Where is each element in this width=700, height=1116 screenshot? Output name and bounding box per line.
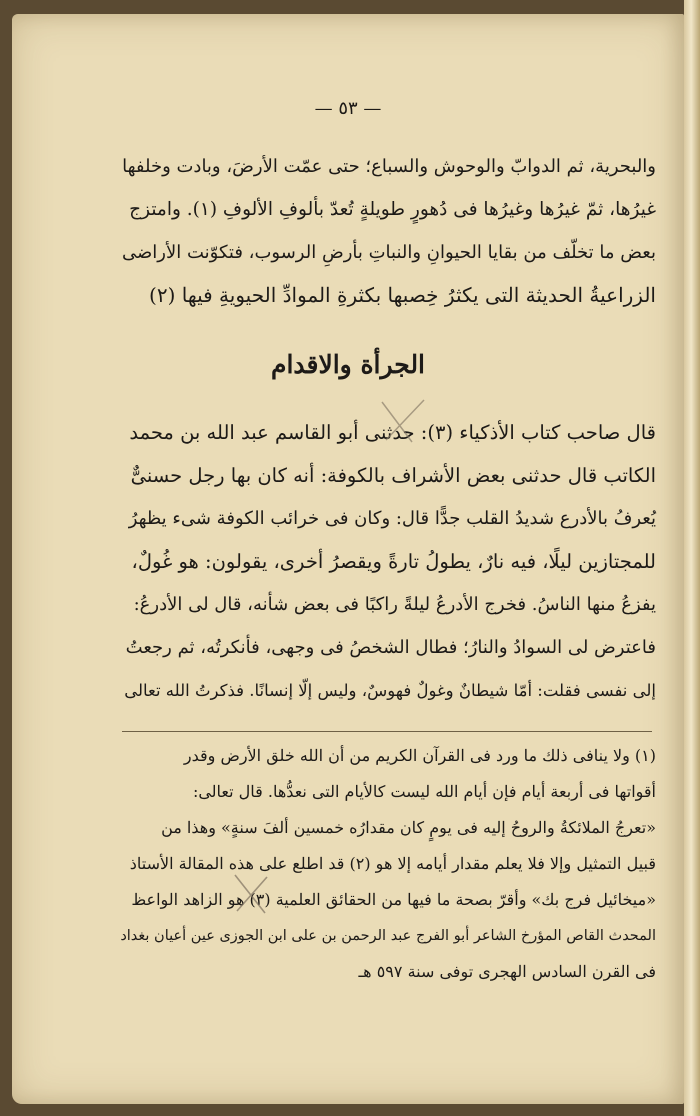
paragraph-intro: [120, 145, 656, 317]
footnote-line: «ميخائيل فرج بك» وأقرّ بصحة ما فيها من الحقائق العلمية (٣) هو الزاهد الواعظ: [131, 890, 656, 909]
text-line: غيرُها، ثمّ غيرُها وغيرُها فى دُهورٍ طويلةٍ تُعدّ بألوفِ الألوفِ (١). وامتزج: [129, 199, 656, 220]
text-line: الكاتب قال حدثنى بعض الأشراف بالكوفة: أنه كان بها رجل حسنىٌّ: [130, 464, 656, 487]
text-line: للمجتازين ليلًا، فيه نارٌ، يطولُ تارةً ويقصرُ أخرى، يقولون: هو غُولٌ،: [131, 550, 656, 573]
footnote-line: فى القرن السادس الهجرى توفى سنة ٥٩٧ هـ: [358, 962, 656, 981]
page-edge: [684, 0, 700, 1116]
pencil-cross-icon: [227, 869, 277, 919]
book-page: [12, 14, 684, 1104]
pencil-mark-icon: [372, 394, 442, 454]
page-number: — ٥٣ —: [314, 98, 382, 119]
footnote-line: المحدث القاص المؤرخ الشاعر أبو الفرج عبد الرحمن بن على ابن الجوزى عين أعيان بغداد: [120, 928, 656, 944]
text-line: يُعرفُ بالأدرع شديدُ القلب جدًّا قال: وكان فى خرائب الكوفة شىء يظهرُ: [128, 508, 656, 529]
text-line: والبحرية، ثم الدوابّ والوحوش والسباع؛ حتى عمّت الأرضَ، وبادت وخلفها: [122, 156, 656, 177]
text-line: قال صاحب كتاب الأذكياء (٣): حدثنى أبو القاسم عبد الله بن محمد: [129, 421, 656, 444]
footnote-line: قبيل التمثيل وإلا فلا يعلم مقدار أيامه إلا هو (٢) قد اطلع على هذه المقالة الأستاذ: [129, 854, 656, 873]
footnote-line: (١) ولا ينافى ذلك ما ورد فى القرآن الكريم من أن الله خلق الأرض وقدر: [183, 746, 656, 765]
footnote-line: «تعرجُ الملائكةُ والروحُ إليه فى يومٍ كان مقدارُه خمسين ألفَ سنةٍ» وهذا من: [161, 818, 656, 837]
footnote-divider: [122, 731, 652, 732]
section-heading: الجرأة والاقدام: [270, 350, 426, 379]
text-line: الزراعيةُ الحديثة التى يكثرُ خِصبها بكثرةِ الموادِّ الحيويةِ فيها (٢): [149, 283, 656, 307]
footnotes: [120, 738, 656, 990]
text-line: يفزعُ منها الناسُ. فخرج الأدرعُ ليلةً راكبًا فى بعض شأنه، قال لى الأدرعُ:: [133, 594, 656, 615]
text-line: بعض ما تخلّف من بقايا الحيوانِ والنباتِ بأرضِ الرسوب، فتكوّنت الأراضى: [122, 242, 656, 263]
text-line: إلى نفسى فقلت: أمّا شيطانٌ وغولٌ فهوسٌ، وليس إلّا إنسانًا. فذكرتُ الله تعالى: [124, 681, 656, 700]
text-line: فاعترض لى السوادُ والنارُ؛ فطال الشخصُ فى وجهى، فأنكرتُه، ثم رجعتُ: [125, 637, 656, 658]
footnote-line: أقواتها فى أربعة أيام فإن أيام الله ليست كالأيام التى نعدُّها. قال تعالى:: [192, 782, 656, 801]
paragraph-story: [120, 411, 656, 712]
